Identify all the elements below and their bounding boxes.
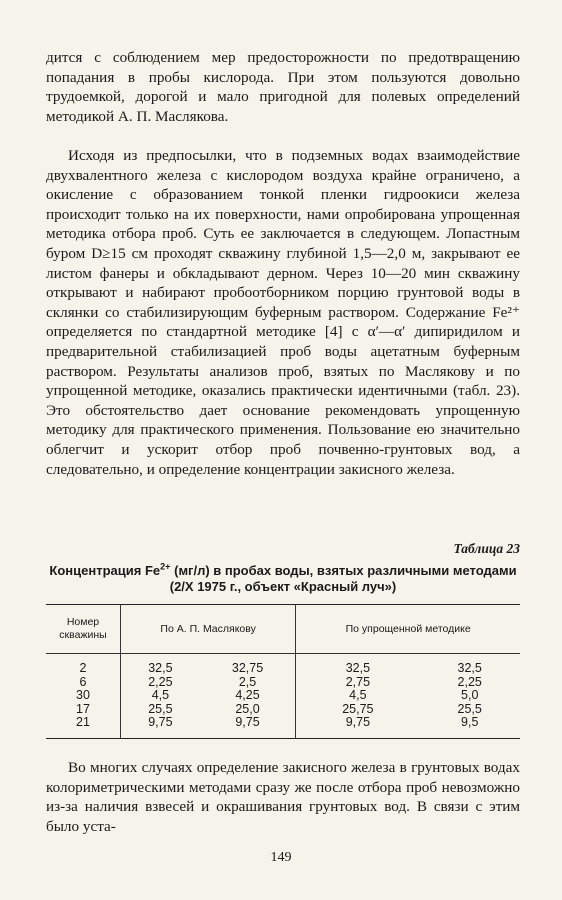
cell-value: 4,5 xyxy=(349,688,367,703)
table-row xyxy=(46,676,520,690)
cell-value: 25,75 xyxy=(342,701,374,716)
cell-value: 4,5 xyxy=(151,688,170,703)
data-table xyxy=(46,604,520,739)
table-row xyxy=(46,716,520,738)
table-row xyxy=(46,654,520,676)
cell-value: 5,0 xyxy=(461,688,479,703)
header-maslyakov: По А. П. Маслякову xyxy=(121,605,296,654)
cell-well: 21 xyxy=(46,716,121,738)
cell-value: 2,5 xyxy=(200,676,296,690)
table-row xyxy=(46,703,520,717)
cell-value: 25,0 xyxy=(200,703,296,717)
table-label: Таблица 23 xyxy=(453,541,520,556)
header-simplified: По упрощенной методике xyxy=(296,605,520,654)
paragraph-1: дится с соблюдением мер предосторожности по предотвращению попадания в пробы кислорода. При этом пользуются довольно трудоемкой, дорогой и мало пригодной для полевых определений методикой А. П. Маслякова. xyxy=(46,49,520,125)
cell-value: 9,75 xyxy=(200,716,296,738)
cell-value: 9,75 xyxy=(296,716,420,738)
cell-well: 30 xyxy=(46,689,121,703)
cell-value: 32,5 xyxy=(457,661,482,675)
cell-value: 32,75 xyxy=(200,654,296,676)
paragraph-2: Исходя из предпосылки, что в подземных водах взаимодействие двухвалентного железа с кислородом воздуха крайне ограничено, а окисление с образованием тонкой пленки гидроокиси железа происходит только на их поверхности, нами опробирована упрощенная методика отбора проб. Суть ее заключается в следующем. Лопастным буром D≥15 см проходят скважину глубиной 1,5—2,0 м, закрывают ее листом фанеры и обкладывают дерном. Через 10—20 мин скважину открывают и набирают пробоотборником порцию грунтовой воды в склянки со стабилизирующим буферным раствором. Содержание Fe²⁺ определяется по стандартной методике [4] с α′—α′ дипиридилом и предварительной стабилизацией проб воды ацетатным буферным раствором. Результаты анализов проб, взятых по Маслякову и по упрощенной методике, оказались практически идентичными (табл. 23). Это обстоятельство дает основание рекомендовать упрощенную методику для практического применения. Пользование ею значительно облегчит и ускорит отбор проб почвенно-грунтовых вод, а следовательно, и определение концентрации закисного железа. xyxy=(46,147,520,478)
cell-value: 2,25 xyxy=(148,674,173,689)
table-title-superscript: 2+ xyxy=(160,561,171,572)
cell-value: 32,5 xyxy=(148,661,173,675)
table-row xyxy=(46,689,520,703)
cell-value: 9,5 xyxy=(419,716,520,738)
cell-value: 4,25 xyxy=(200,689,296,703)
paragraph-3: Во многих случаях определение закисного железа в грунтовых водах колориметрическими методами сразу же после отбора проб невозможно из-за наличия взвесей и окрашивания грунтовых вод. В связи с этим было уста- xyxy=(46,759,520,835)
header-well-number: Номер скважины xyxy=(46,605,121,654)
cell-value: 25,5 xyxy=(457,701,482,716)
cell-value: 2,75 xyxy=(345,674,371,689)
table-title-prefix: Концентрация Fe xyxy=(49,563,161,578)
table-title xyxy=(46,563,520,595)
cell-value: 9,75 xyxy=(121,716,200,738)
cell-well: 2 xyxy=(46,654,121,676)
cell-value: 32,5 xyxy=(345,661,371,675)
cell-well: 6 xyxy=(46,676,121,690)
table-title-suffix: (мг/л) в пробах воды, взятых различными методами (2/X 1975 г., объект «Красный луч») xyxy=(169,563,517,594)
page-number: 149 xyxy=(270,850,292,865)
cell-value: 25,5 xyxy=(148,701,173,716)
cell-value: 2,25 xyxy=(457,674,482,689)
cell-well: 17 xyxy=(46,703,121,717)
table-header-row xyxy=(46,605,520,654)
